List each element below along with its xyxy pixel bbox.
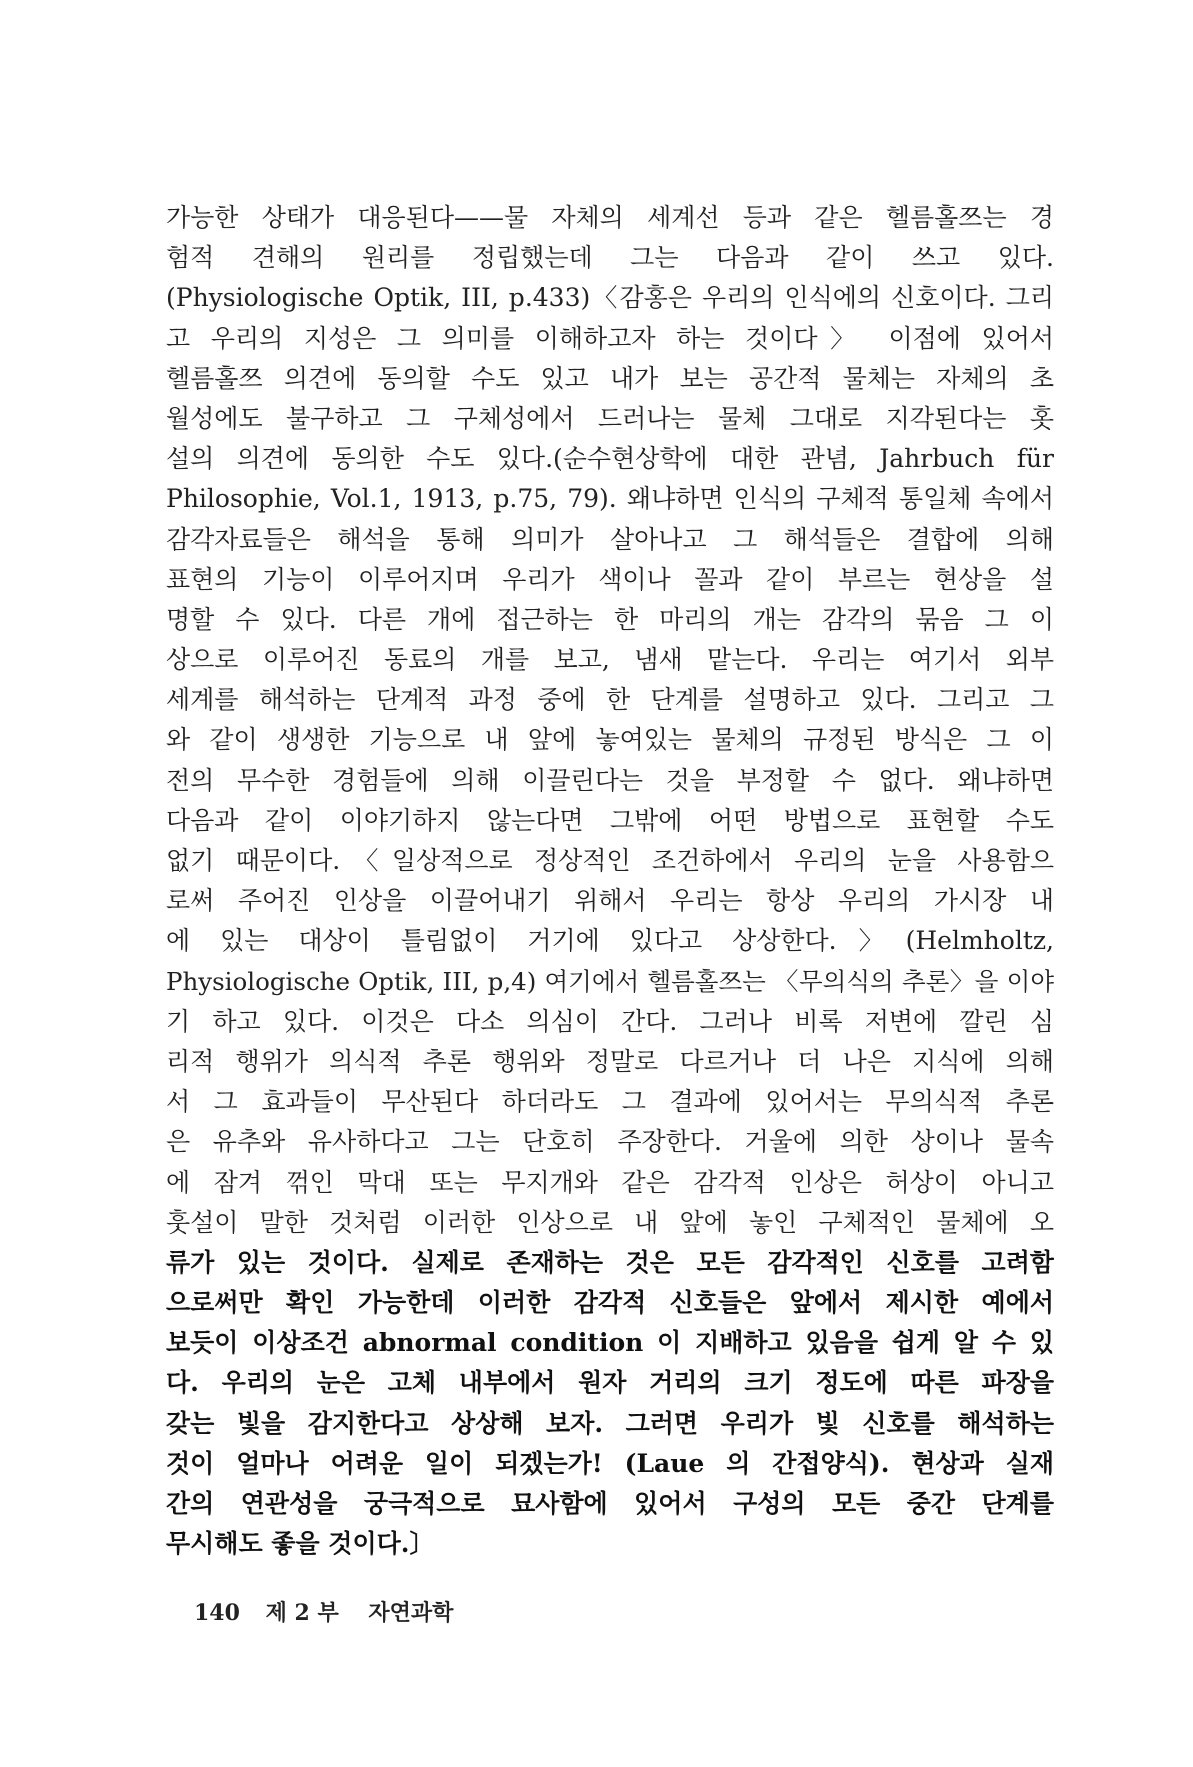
text-line: 없기 때문이다.〈일상적으로 정상적인 조건하에서 우리의 눈을 사용함으 bbox=[166, 846, 1054, 875]
text-line: 월성에도 불구하고 그 구체성에서 드러나는 물체 그대로 지각된다는 홋 bbox=[166, 403, 1054, 433]
text-line: (Physiologische Optik, III, p.433)〈감홍은 우리의 인식에의 신호이다. 그리 bbox=[166, 283, 1054, 313]
text-line: 것이 얼마나 어려운 일이 되겠는가! (Laue 의 간접양식). 현상과 실재 bbox=[166, 1448, 1054, 1478]
text-line: 에 있는 대상이 틀림없이 거기에 있다고 상상한다.〉(Helmholtz, bbox=[166, 926, 1054, 956]
text-line: 세계를 해석하는 단계적 과정 중에 한 단계를 설명하고 있다. 그리고 그 bbox=[166, 685, 1054, 715]
text-line: 험적 견해의 원리를 정립했는데 그는 다음과 같이 쓰고 있다. bbox=[166, 243, 1054, 273]
text-line: 다. 우리의 눈은 고체 내부에서 원자 거리의 크기 정도에 따른 파장을 bbox=[166, 1368, 1054, 1398]
text-line: Physiologische Optik, III, p,4) 여기에서 헬름홀쯔는 〈무의식의 추론〉을 이야 bbox=[166, 966, 1054, 996]
text-line: 서 그 효과들이 무산된다 하더라도 그 결과에 있어서는 무의식적 추론 bbox=[166, 1087, 1054, 1117]
text-line: 기 하고 있다. 이것은 다소 의심이 간다. 그러나 비록 저변에 깔린 심 bbox=[166, 1006, 1054, 1036]
text-line: 로써 주어진 인상을 이끌어내기 위해서 우리는 항상 우리의 가시장 내 bbox=[166, 886, 1054, 916]
body-text bbox=[166, 198, 1054, 1564]
text-line: 고 우리의 지성은 그 의미를 이해하고자 하는 것이다〉 이점에 있어서 bbox=[166, 323, 1054, 353]
text-line: 헬름홀쯔 의견에 동의할 수도 있고 내가 보는 공간적 물체는 자체의 초 bbox=[166, 363, 1054, 393]
text-line: 명할 수 있다. 다른 개에 접근하는 한 마리의 개는 감각의 묶음 그 이 bbox=[166, 604, 1054, 634]
text-line: 갖는 빛을 감지한다고 상상해 보자. 그러면 우리가 빛 신호를 해석하는 bbox=[166, 1408, 1054, 1438]
text-line: 에 잠겨 꺾인 막대 또는 무지개와 같은 감각적 인상은 허상이 아니고 bbox=[166, 1167, 1054, 1197]
page-number: 140 bbox=[194, 1600, 240, 1626]
text-line: 으로써만 확인 가능한데 이러한 감각적 신호들은 앞에서 제시한 예에서 bbox=[166, 1288, 1054, 1318]
page-footer bbox=[194, 1596, 453, 1627]
text-line: 가능한 상태가 대응된다——물 자체의 세계선 등과 같은 헬름홀쯔는 경 bbox=[166, 203, 1054, 232]
text-line: Philosophie, Vol.1, 1913, p.75, 79). 왜냐하면 인식의 구체적 통일체 속에서 bbox=[166, 484, 1054, 514]
text-line: 설의 의견에 동의한 수도 있다.(순수현상학에 대한 관념, Jahrbuch für bbox=[166, 444, 1054, 474]
text-line: 와 같이 생생한 기능으로 내 앞에 놓여있는 물체의 규정된 방식은 그 이 bbox=[166, 725, 1054, 755]
text-line: 류가 있는 것이다. 실제로 존재하는 것은 모든 감각적인 신호를 고려함 bbox=[166, 1247, 1054, 1277]
text-line: 감각자료들은 해석을 통해 의미가 살아나고 그 해석들은 결합에 의해 bbox=[166, 524, 1054, 554]
text-line: 무시해도 좋을 것이다.〕 bbox=[166, 1529, 435, 1559]
text-line: 훗설이 말한 것처럼 이러한 인상으로 내 앞에 놓인 구체적인 물체에 오 bbox=[166, 1207, 1054, 1237]
text-line: 상으로 이루어진 동료의 개를 보고, 냄새 맡는다. 우리는 여기서 외부 bbox=[166, 645, 1054, 675]
text-line: 보듯이 이상조건 abnormal condition 이 지배하고 있음을 쉽게 알 수 있 bbox=[166, 1328, 1054, 1358]
part-label: 제 2 부 bbox=[265, 1600, 339, 1626]
text-line: 전의 무수한 경험들에 의해 이끌린다는 것을 부정할 수 없다. 왜냐하면 bbox=[166, 765, 1054, 795]
text-line: 다음과 같이 이야기하지 않는다면 그밖에 어떤 방법으로 표현할 수도 bbox=[166, 805, 1054, 835]
section-title: 자연과학 bbox=[368, 1600, 454, 1626]
text-line: 리적 행위가 의식적 추론 행위와 정말로 다르거나 더 나은 지식에 의해 bbox=[166, 1046, 1054, 1076]
text-line: 은 유추와 유사하다고 그는 단호히 주장한다. 거울에 의한 상이나 물속 bbox=[166, 1127, 1054, 1157]
text-line: 표현의 기능이 이루어지며 우리가 색이나 꼴과 같이 부르는 현상을 설 bbox=[166, 564, 1054, 594]
text-line: 간의 연관성을 궁극적으로 묘사함에 있어서 구성의 모든 중간 단계를 bbox=[166, 1489, 1054, 1518]
